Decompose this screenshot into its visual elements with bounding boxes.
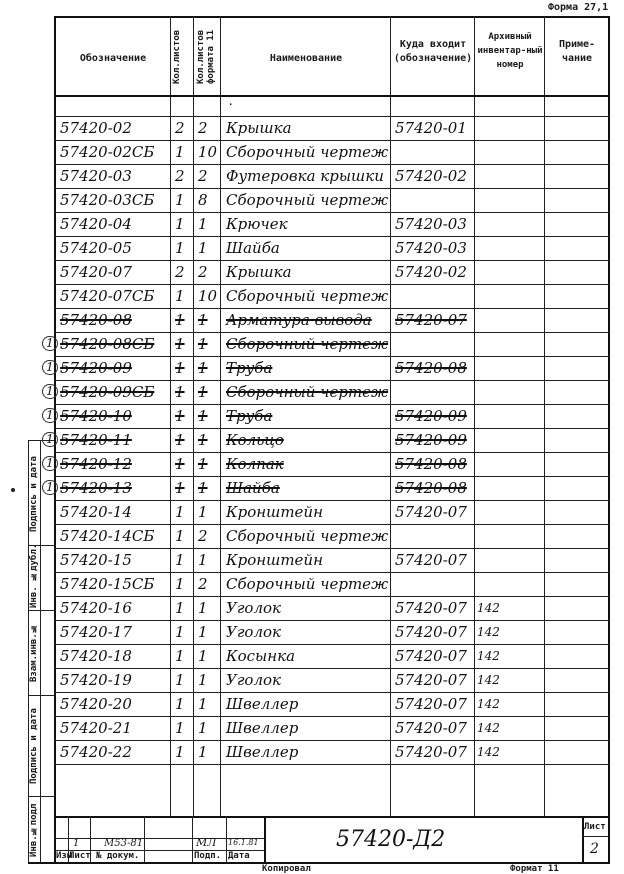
row-format-count: 1 (198, 431, 208, 449)
row-sheet-count: 1 (175, 575, 185, 593)
footer-copied: Копировал (262, 864, 311, 874)
row-archive-number: 142 (477, 625, 500, 639)
row-designation: 57420-05 (60, 239, 132, 257)
row-sheet-count: 1 (175, 479, 185, 497)
row-divider (54, 428, 610, 429)
izm-value: 1 (73, 838, 80, 849)
row-name: Сборочный чертеж (226, 527, 389, 545)
row-designation: 57420-12 (60, 455, 132, 473)
row-sheet-count: 1 (175, 143, 185, 161)
row-designation: 57420-03СБ (60, 191, 155, 209)
row-designation: 57420-20 (60, 695, 132, 713)
row-name: Сборочный чертеж (226, 287, 389, 305)
row-change-mark: 1 (42, 480, 58, 495)
row-designation: 57420-03 (60, 167, 132, 185)
row-format-count: 1 (198, 623, 208, 641)
row-designation: 57420-14СБ (60, 527, 155, 545)
row-divider (54, 668, 610, 669)
row-name: Кольцо (226, 431, 284, 449)
row-name: Футеровка крышки (226, 167, 384, 185)
row-sheet-count: 1 (175, 287, 185, 305)
row-sheet-count: 1 (175, 527, 185, 545)
row-sheet-count: 1 (175, 311, 185, 329)
row-change-mark: 1 (42, 360, 58, 375)
row-format-count: 1 (198, 455, 208, 473)
row-sheet-count: 2 (175, 167, 185, 185)
row-designation: 57420-16 (60, 599, 132, 617)
row-designation: 57420-15 (60, 551, 132, 569)
row-divider (54, 548, 610, 549)
row-format-count: 2 (198, 527, 208, 545)
row-format-count: 2 (198, 263, 208, 281)
row-sheet-count: 1 (175, 743, 185, 761)
label-izm: Изм (56, 851, 73, 861)
row-name: Крышка (226, 263, 292, 281)
sheet-value: 2 (590, 841, 599, 857)
row-name: Шайба (226, 239, 280, 257)
row-divider (54, 692, 610, 693)
row-sheet-count: 1 (175, 623, 185, 641)
row-where-used: 57420-07 (395, 503, 467, 521)
row-archive-number: 142 (477, 649, 500, 663)
row-divider (54, 644, 610, 645)
header-archive: Архивный инвентар-ный номер (477, 32, 543, 70)
row-where-used: 57420-01 (395, 119, 467, 137)
row-designation: 57420-02 (60, 119, 132, 137)
row-change-mark: 1 (42, 384, 58, 399)
row-where-used: 57420-07 (395, 671, 467, 689)
row-name: Кронштейн (226, 503, 323, 521)
row-divider (54, 620, 610, 621)
row-divider (54, 764, 610, 765)
row-sheet-count: 1 (175, 383, 185, 401)
binding-dot (11, 488, 15, 492)
row-format-count: 1 (198, 599, 208, 617)
row-designation: 57420-04 (60, 215, 132, 233)
row-where-used: 57420-07 (395, 743, 467, 761)
row-name: Уголок (226, 623, 281, 641)
row-format-count: 1 (198, 311, 208, 329)
row-divider (54, 236, 610, 237)
header-designation: Обозначение (79, 53, 147, 64)
row-designation: 57420-18 (60, 647, 132, 665)
row-designation: 57420-15СБ (60, 575, 155, 593)
row-format-count: 2 (198, 119, 208, 137)
row-format-count: 8 (198, 191, 208, 209)
row-divider (54, 716, 610, 717)
row-sheet-count: 1 (175, 455, 185, 473)
row-sheet-count: 1 (175, 407, 185, 425)
row-sheet-count: 1 (175, 695, 185, 713)
row-designation: 57420-08 (60, 311, 132, 329)
sheet-label: Лист (584, 822, 606, 832)
row-change-mark: 1 (42, 408, 58, 423)
row-name: Швеллер (226, 719, 299, 737)
row-where-used: 57420-07 (395, 719, 467, 737)
row-format-count: 1 (198, 695, 208, 713)
row-where-used: 57420-03 (395, 215, 467, 233)
row-divider (54, 404, 610, 405)
row-sheet-count: 1 (175, 599, 185, 617)
row-name: Сборочный чертеж (226, 191, 389, 209)
row-designation: 57420-14 (60, 503, 132, 521)
row-format-count: 1 (198, 407, 208, 425)
row-name: Труба (226, 407, 273, 425)
row-name: Крышка (226, 119, 292, 137)
row-format-count: 1 (198, 383, 208, 401)
row-designation: 57420-07 (60, 263, 132, 281)
label-sign: Подп. (194, 851, 222, 861)
row-divider (54, 116, 610, 117)
side-stamp-orig-inv: Инв.№подл (29, 803, 39, 857)
row-designation: 57420-11 (60, 431, 132, 449)
label-doc: № докум. (96, 851, 140, 861)
row-designation: 57420-17 (60, 623, 132, 641)
side-stamp-sign-date-2: Подпись и дата (29, 708, 39, 784)
doc-value: М53-81 (104, 838, 144, 849)
row-sheet-count: 1 (175, 503, 185, 521)
row-change-mark: 1 (42, 432, 58, 447)
row-where-used: 57420-08 (395, 455, 467, 473)
row-name: Сборочный чертеж (226, 575, 389, 593)
side-strip-mid (40, 440, 41, 862)
row-designation: 57420-07СБ (60, 287, 155, 305)
row-sheet-count: 1 (175, 215, 185, 233)
row-divider (54, 596, 610, 597)
row-format-count: 2 (198, 167, 208, 185)
row-change-mark: 1 (42, 456, 58, 471)
row-name: Шайба (226, 479, 280, 497)
row-where-used: 57420-08 (395, 479, 467, 497)
row-change-mark: 1 (42, 336, 58, 351)
frame-right (608, 16, 610, 863)
row-format-count: 1 (198, 719, 208, 737)
row-name: Швеллер (226, 743, 299, 761)
header-name: Наименование (269, 53, 343, 64)
row-name: Уголок (226, 599, 281, 617)
row-designation: 57420-22 (60, 743, 132, 761)
document-designation: 57420-Д2 (336, 827, 446, 852)
row-name: Косынка (226, 647, 296, 665)
header-notes: Приме-чание (558, 39, 596, 64)
row-where-used: 57420-08 (395, 359, 467, 377)
row-format-count: 1 (198, 647, 208, 665)
row-archive-number: 142 (477, 673, 500, 687)
row-format-count: 1 (198, 335, 208, 353)
row-divider (54, 356, 610, 357)
row-designation: 57420-13 (60, 479, 132, 497)
row-format-count: 1 (198, 215, 208, 233)
row-sheet-count: 1 (175, 335, 185, 353)
row-archive-number: 142 (477, 601, 500, 615)
row-divider (54, 212, 610, 213)
row-format-count: 2 (198, 575, 208, 593)
row-sheet-count: 2 (175, 119, 185, 137)
label-date: Дата (228, 851, 250, 861)
side-stamp-replace-inv: Взам.инв.№ (29, 623, 39, 683)
row-name: Арматура вывода (226, 311, 372, 329)
row-format-count: 1 (198, 551, 208, 569)
sign-value: МЛ (196, 836, 217, 849)
label-list: Лист (69, 851, 91, 861)
row-where-used: 57420-07 (395, 551, 467, 569)
row-name: Крючек (226, 215, 288, 233)
row-name: Сборочный чертеж (226, 335, 389, 353)
row-designation: 57420-19 (60, 671, 132, 689)
header-sheet-count: Кол.листов (172, 29, 182, 85)
row-where-used: 57420-09 (395, 431, 467, 449)
row-archive-number: 142 (477, 745, 500, 759)
row-divider (54, 740, 610, 741)
row-format-count: 1 (198, 671, 208, 689)
row-name: Труба (226, 359, 273, 377)
date-value: 16.1.81 (228, 838, 259, 847)
row-where-used: 57420-07 (395, 695, 467, 713)
row-name: Кронштейн (226, 551, 323, 569)
row-designation: 57420-09СБ (60, 383, 155, 401)
row-name: Уголок (226, 671, 281, 689)
row-designation: 57420-21 (60, 719, 132, 737)
row-divider (54, 500, 610, 501)
row-sheet-count: 2 (175, 263, 185, 281)
row-format-count: 10 (198, 143, 218, 161)
row-name: Сборочный чертеж (226, 383, 389, 401)
row-where-used: 57420-09 (395, 407, 467, 425)
frame-top (54, 16, 610, 18)
row-archive-number: 142 (477, 697, 500, 711)
row-sheet-count: 1 (175, 431, 185, 449)
row-format-count: 1 (198, 479, 208, 497)
row-sheet-count: 1 (175, 359, 185, 377)
footer-format: Формат 11 (510, 864, 559, 874)
row-where-used: 57420-07 (395, 311, 467, 329)
form-label: Форма 27,1 (548, 2, 609, 13)
row-where-used: 57420-07 (395, 623, 467, 641)
row-designation: 57420-08СБ (60, 335, 155, 353)
row-format-count: 10 (198, 287, 218, 305)
side-stamp-dup-inv: Инв. №дубл. (29, 543, 39, 608)
row-sheet-count: 1 (175, 191, 185, 209)
blank-row-dot: . (228, 98, 234, 108)
row-divider (54, 452, 610, 453)
header-where-used: Куда входит (обозначение) (393, 39, 473, 64)
row-name: Швеллер (226, 695, 299, 713)
row-sheet-count: 1 (175, 671, 185, 689)
row-sheet-count: 1 (175, 239, 185, 257)
row-where-used: 57420-03 (395, 239, 467, 257)
row-format-count: 1 (198, 359, 208, 377)
row-format-count: 1 (198, 239, 208, 257)
row-name: Сборочный чертеж (226, 143, 389, 161)
row-divider (54, 260, 610, 261)
row-sheet-count: 1 (175, 551, 185, 569)
row-name: Колпак (226, 455, 284, 473)
side-stamp-sign-date-1: Подпись и дата (29, 456, 39, 532)
row-where-used: 57420-07 (395, 647, 467, 665)
row-where-used: 57420-02 (395, 263, 467, 281)
row-where-used: 57420-02 (395, 167, 467, 185)
row-designation: 57420-09 (60, 359, 132, 377)
row-designation: 57420-02СБ (60, 143, 155, 161)
row-archive-number: 142 (477, 721, 500, 735)
row-sheet-count: 1 (175, 647, 185, 665)
row-format-count: 1 (198, 743, 208, 761)
row-where-used: 57420-07 (395, 599, 467, 617)
header-format-count: Кол.листов формата 11 (196, 29, 216, 85)
row-designation: 57420-10 (60, 407, 132, 425)
row-format-count: 1 (198, 503, 208, 521)
row-sheet-count: 1 (175, 719, 185, 737)
row-divider (54, 476, 610, 477)
